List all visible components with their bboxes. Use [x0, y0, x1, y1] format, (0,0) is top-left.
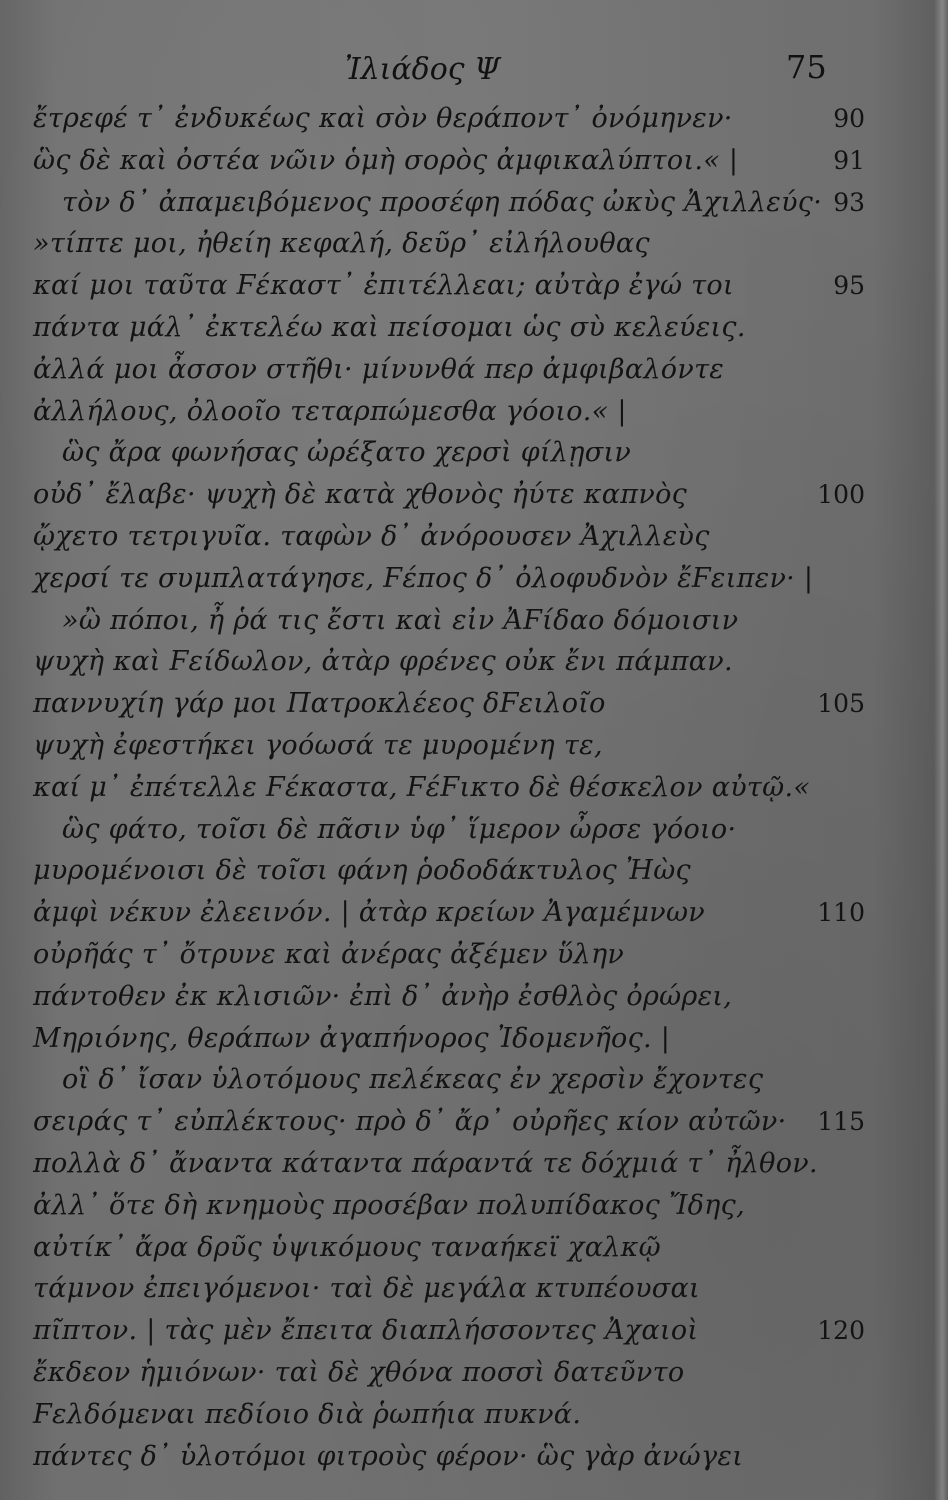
- verse-line: [0, 1310, 948, 1352]
- verse-text: καί μ᾽ ἐπέτελλε Ϝέκαστα, ϜέϜικτο δὲ θέσκελον αὐτῷ.«: [33, 771, 811, 803]
- verse-text: ἀλλά μοι ἆσσον στῆθι· μίνυνθά περ ἀμφιβαλόντε: [33, 353, 725, 385]
- verse-line: [0, 1436, 948, 1478]
- verse-text: τὸν δ᾽ ἀπαμειβόμενος προσέφη πόδας ὠκὺς Ἀχιλλεύς·: [62, 186, 823, 218]
- verse-line: [0, 641, 948, 683]
- verse-text: »τίπτε μοι, ἠθείη κεφαλή, δεῦρ᾽ εἰλήλουθας: [33, 228, 650, 260]
- line-number: 105: [817, 689, 865, 719]
- verse-line: [0, 516, 948, 558]
- verse-text: Ϝελδόμεναι πεδίοιο διὰ ῥωπήια πυκνά.: [33, 1398, 582, 1430]
- verse-text: σειράς τ᾽ εὐπλέκτους· πρὸ δ᾽ ἄρ᾽ οὐρῆες κίον αὐτῶν·: [33, 1106, 787, 1138]
- verse-line: [0, 1185, 948, 1227]
- verse-text: ἀμφὶ νέκυν ἐλεεινόν. | ἀτὰρ κρείων Ἀγαμέμνων: [33, 897, 705, 929]
- verse-line: [0, 850, 948, 892]
- verse-text: καί μοι ταῦτα Ϝέκαστ᾽ ἐπιτέλλεαι; αὐτὰρ ἐγώ τοι: [33, 270, 734, 302]
- verse-line: [0, 725, 948, 767]
- verse-line: [0, 558, 948, 600]
- verse-line: [0, 600, 948, 642]
- verse-line: [0, 683, 948, 725]
- verse-text: Μηριόνης, θεράπων ἀγαπήνορος Ἰδομενῆος. |: [33, 1022, 671, 1054]
- verse-text: πῖπτον. | τὰς μὲν ἔπειτα διαπλήσσοντες Ἀχαιοὶ: [33, 1315, 699, 1347]
- verse-text: τάμνον ἐπειγόμενοι· ταὶ δὲ μεγάλα κτυπέουσαι: [33, 1273, 700, 1305]
- verse-text: ᾤχετο τετριγυῖα. ταφὼν δ᾽ ἀνόρουσεν Ἀχιλλεὺς: [33, 520, 710, 552]
- verse-line: [0, 182, 948, 224]
- verse-line: [0, 307, 948, 349]
- verse-line: [0, 1268, 948, 1310]
- line-number: 110: [817, 898, 865, 928]
- verse-text: οὐρῆάς τ᾽ ὄτρυνε καὶ ἀνέρας ἀξέμεν ὕλην: [33, 938, 625, 970]
- verse-text: πολλὰ δ᾽ ἄναντα κάταντα πάραντά τε δόχμιά τ᾽ ἦλθον.: [33, 1147, 818, 1179]
- verse-line: [0, 140, 948, 182]
- verse-line: [0, 432, 948, 474]
- verse-line: [0, 1059, 948, 1101]
- verse-text: παννυχίη γάρ μοι Πατροκλέεος δϜειλοῖο: [33, 688, 606, 720]
- line-number: 93: [833, 187, 865, 217]
- page-header: [0, 44, 948, 94]
- verse-line: [0, 934, 948, 976]
- verse-text: »ὢ πόποι, ἦ ῥά τις ἔστι καὶ εἰν ἈϜίδαο δόμοισιν: [62, 604, 739, 636]
- verse-line: [0, 223, 948, 265]
- verse-text: ὣς δὲ καὶ ὀστέα νῶιν ὁμὴ σορὸς ἀμφικαλύπτοι.« |: [33, 144, 739, 176]
- verse-line: [0, 1227, 948, 1269]
- verse-line: [0, 349, 948, 391]
- verse-line: [0, 391, 948, 433]
- line-number: 95: [833, 271, 865, 301]
- verse-line: [0, 1352, 948, 1394]
- verse-line: [0, 809, 948, 851]
- verse-text: ψυχὴ καὶ Ϝείδωλον, ἀτὰρ φρένες οὐκ ἔνι πάμπαν.: [33, 646, 733, 678]
- verse-text: ἔκδεον ἡμιόνων· ταὶ δὲ χθόνα ποσσὶ δατεῦντο: [33, 1356, 685, 1388]
- verse-text: μυρομένοισι δὲ τοῖσι φάνη ῥοδοδάκτυλος Ἠὼς: [33, 855, 691, 887]
- verse-text: ὣς φάτο, τοῖσι δὲ πᾶσιν ὑφ᾽ ἵμερον ὦρσε γόοιο·: [62, 813, 737, 845]
- verse-text: οἳ δ᾽ ἴσαν ὑλοτόμους πελέκεας ἐν χερσὶν ἔχοντες: [62, 1064, 764, 1096]
- line-number: 91: [833, 145, 865, 175]
- verse-text-block: [0, 98, 948, 1477]
- verse-text: ὣς ἄρα φωνήσας ὠρέξατο χερσὶ φίλῃσιν: [62, 437, 632, 469]
- verse-line: [0, 1101, 948, 1143]
- verse-text: πάντα μάλ᾽ ἐκτελέω καὶ πείσομαι ὡς σὺ κελεύεις.: [33, 311, 746, 343]
- verse-text: χερσί τε συμπλατάγησε, Ϝέπος δ᾽ ὀλοφυδνὸν ἔϜειπεν· |: [33, 562, 814, 594]
- verse-text: οὐδ᾽ ἔλαβε· ψυχὴ δὲ κατὰ χθονὸς ἠύτε καπνὸς: [33, 479, 688, 511]
- verse-text: ἔτρεφέ τ᾽ ἐνδυκέως καὶ σὸν θεράποντ᾽ ὀνόμηνεν·: [33, 103, 733, 134]
- running-title: Ἰλιάδος Ψ: [345, 52, 501, 87]
- line-number: 90: [833, 104, 865, 133]
- verse-line: [0, 1394, 948, 1436]
- verse-line: [0, 1018, 948, 1060]
- verse-text: ψυχὴ ἐφεστήκει γοόωσά τε μυρομένη τε,: [33, 729, 603, 761]
- verse-line: [0, 976, 948, 1018]
- verse-line: [0, 892, 948, 934]
- verse-text: ἀλλ᾽ ὅτε δὴ κνημοὺς προσέβαν πολυπίδακος Ἴδης,: [33, 1189, 745, 1221]
- verse-line: [0, 98, 948, 140]
- page-number: 75: [786, 48, 827, 86]
- verse-line: [0, 767, 948, 809]
- verse-text: πάντες δ᾽ ὑλοτόμοι φιτροὺς φέρον· ὣς γὰρ ἀνώγει: [33, 1440, 744, 1472]
- line-number: 115: [817, 1107, 865, 1137]
- verse-text: πάντοθεν ἐκ κλισιῶν· ἐπὶ δ᾽ ἀνὴρ ἐσθλὸς ὀρώρει,: [33, 980, 733, 1012]
- line-number: 100: [817, 480, 865, 510]
- verse-line: [0, 1143, 948, 1185]
- verse-line: [0, 474, 948, 516]
- verse-text: αὐτίκ᾽ ἄρα δρῦς ὑψικόμους ταναήκεϊ χαλκῷ: [33, 1231, 661, 1263]
- verse-line: [0, 265, 948, 307]
- verse-text: ἀλλήλους, ὀλοοῖο τεταρπώμεσθα γόοιο.« |: [33, 395, 627, 427]
- line-number: 120: [817, 1316, 865, 1346]
